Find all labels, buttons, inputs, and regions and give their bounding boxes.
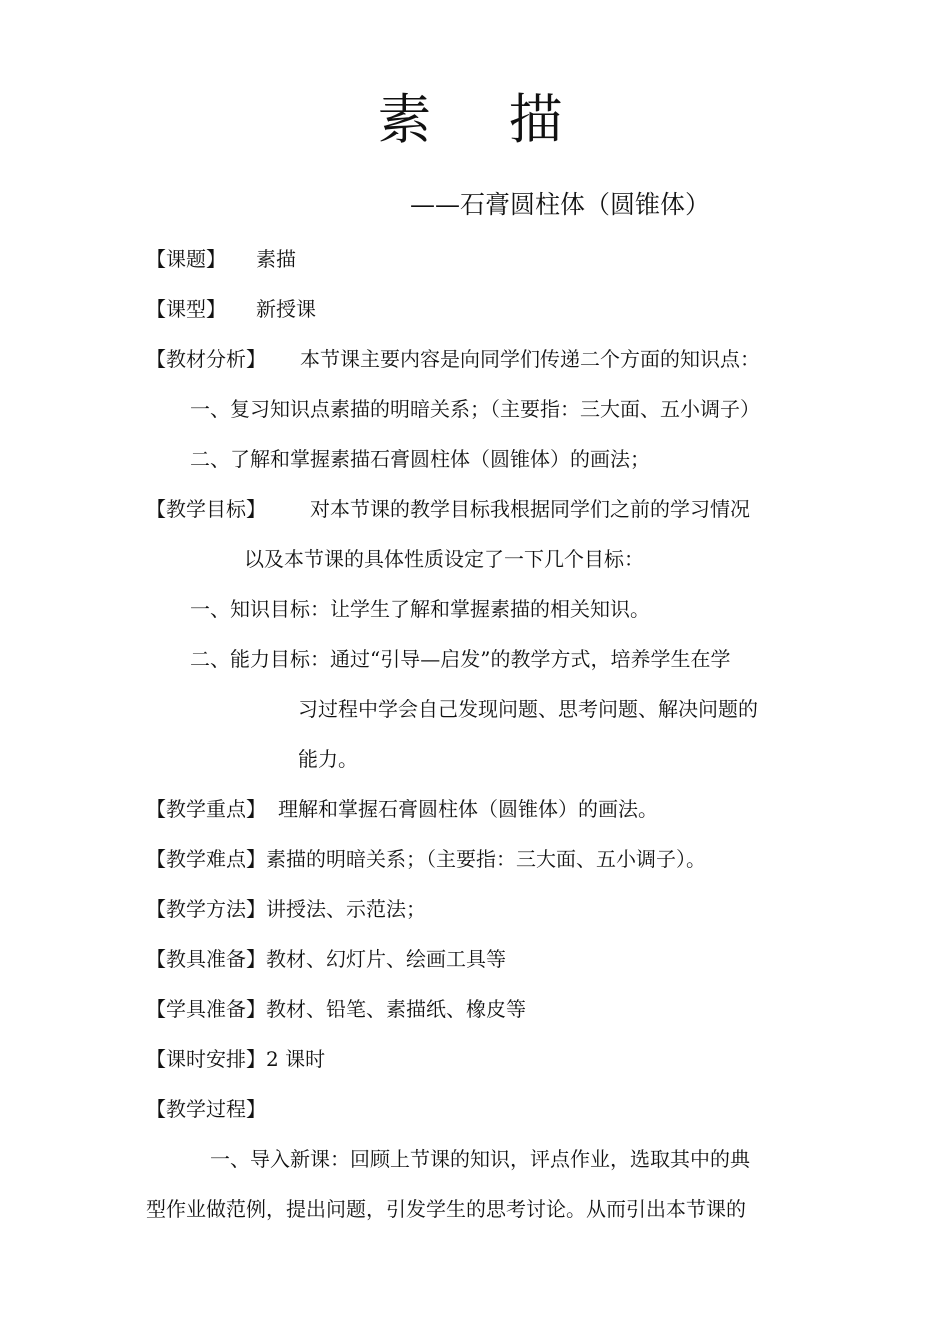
row-goal-ability-cont-1: 习过程中学会自己发现问题、思考问题、解决问题的 — [298, 697, 758, 721]
row-analysis-point-2: 二、了解和掌握素描石膏圆柱体（圆锥体）的画法； — [190, 447, 650, 471]
row-process-intro-1: 一、导入新课：回顾上节课的知识，评点作业，选取其中的典 — [210, 1147, 750, 1171]
label-material-analysis: 【教材分析】 — [146, 347, 266, 371]
row-teaching-goal-cont: 以及本节课的具体性质设定了一下几个目标： — [244, 547, 644, 571]
label-topic: 【课题】 — [146, 247, 226, 271]
label-teaching-goal: 【教学目标】 — [146, 497, 266, 521]
value-lesson-type: 新授课 — [256, 297, 316, 321]
row-topic — [146, 244, 296, 274]
row-teaching-aids — [146, 944, 506, 974]
value-class-hours: 2 课时 — [266, 1047, 326, 1071]
value-method: 讲授法、示范法； — [266, 897, 426, 921]
row-difficulty — [146, 844, 706, 874]
row-teaching-goal — [146, 494, 750, 524]
label-method: 【教学方法】 — [146, 897, 266, 921]
value-key-point: 理解和掌握石膏圆柱体（圆锥体）的画法。 — [278, 797, 658, 821]
label-class-hours: 【课时安排】 — [146, 1047, 266, 1071]
row-key-point — [146, 794, 658, 824]
document-subtitle: ——石膏圆柱体（圆锥体） — [410, 190, 711, 219]
value-teaching-goal: 对本节课的教学目标我根据同学们之前的学习情况 — [310, 497, 750, 521]
value-difficulty: 素描的明暗关系；（主要指：三大面、五小调子）。 — [266, 847, 706, 871]
label-lesson-type: 【课型】 — [146, 297, 226, 321]
value-material-analysis: 本节课主要内容是向同学们传递二个方面的知识点： — [300, 347, 760, 371]
value-student-aids: 教材、铅笔、素描纸、橡皮等 — [266, 997, 526, 1021]
row-analysis-point-1: 一、复习知识点素描的明暗关系；（主要指：三大面、五小调子） — [190, 397, 760, 421]
row-student-aids — [146, 994, 526, 1024]
value-topic: 素描 — [256, 247, 296, 271]
row-class-hours — [146, 1044, 325, 1074]
row-process-intro-2: 型作业做范例，提出问题，引发学生的思考讨论。从而引出本节课的 — [146, 1197, 746, 1221]
row-method — [146, 894, 426, 924]
label-teaching-aids: 【教具准备】 — [146, 947, 266, 971]
row-goal-ability: 二、能力目标：通过“引导—启发”的教学方式，培养学生在学 — [190, 647, 731, 671]
row-teaching-process — [146, 1094, 266, 1124]
row-material-analysis — [146, 344, 760, 374]
label-key-point: 【教学重点】 — [146, 797, 266, 821]
row-goal-ability-cont-2: 能力。 — [298, 747, 358, 771]
row-goal-knowledge: 一、知识目标：让学生了解和掌握素描的相关知识。 — [190, 597, 650, 621]
row-lesson-type — [146, 294, 316, 324]
label-teaching-process: 【教学过程】 — [146, 1097, 266, 1121]
value-teaching-aids: 教材、幻灯片、绘画工具等 — [266, 947, 506, 971]
document-title: 素 描 — [377, 88, 593, 151]
label-difficulty: 【教学难点】 — [146, 847, 266, 871]
label-student-aids: 【学具准备】 — [146, 997, 266, 1021]
